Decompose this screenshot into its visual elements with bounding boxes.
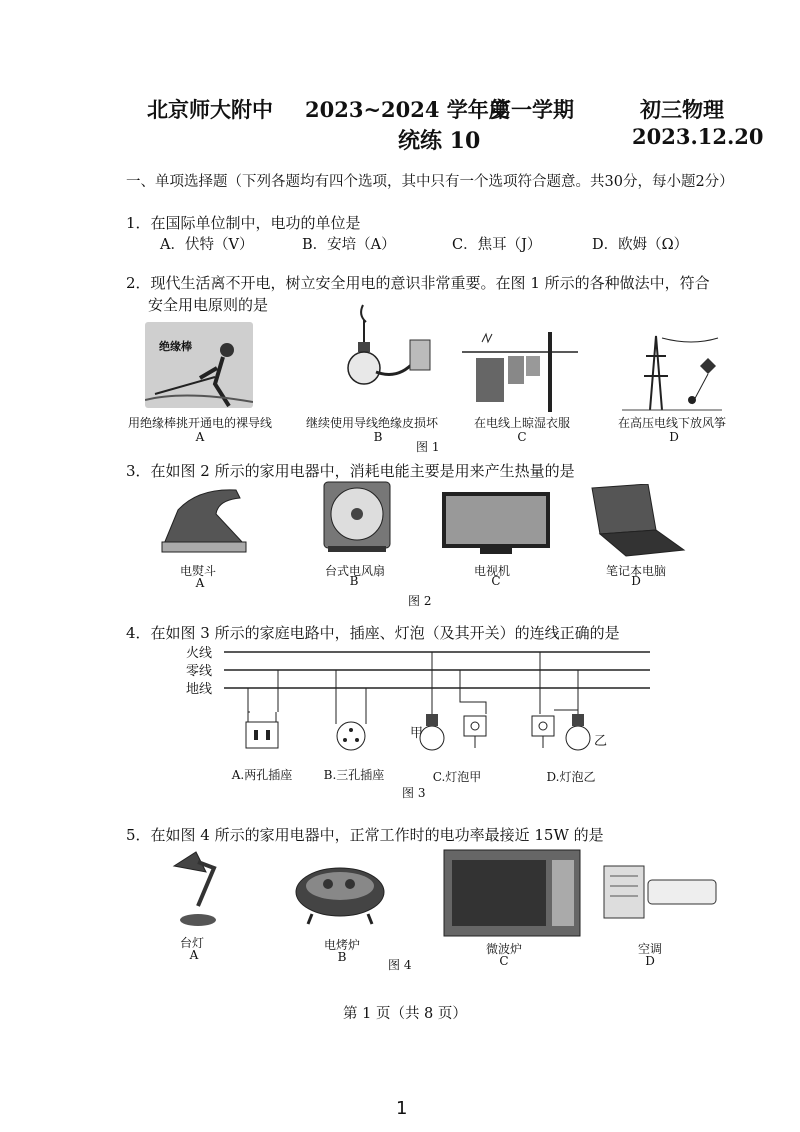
bulb-label-yi: 乙: [594, 734, 608, 749]
question-2-line2: 安全用电原则的是: [148, 296, 269, 314]
fig1-caption-d: 在高压电线下放风筝: [617, 416, 726, 430]
figure-3-label: 图 3: [402, 786, 426, 800]
page-counter: 第 1 页（共 8 页）: [343, 1006, 467, 1022]
figure-2-label: 图 2: [408, 594, 432, 608]
fig1-image-a: [145, 322, 253, 408]
electric-iron-icon: [158, 480, 248, 556]
laptop-icon: [586, 484, 686, 560]
fig3-caption-c: C.灯泡甲: [432, 770, 482, 784]
fig2-caption-d: 笔记本电脑: [605, 564, 666, 578]
insulating-rod-label: 绝缘棒: [159, 340, 192, 353]
wire-label-live: 火线: [186, 646, 213, 661]
fig4-letter-b: B: [337, 950, 347, 964]
question-2-line1: 2．现代生活离不开电，树立安全用电的意识非常重要。在图 1 所示的各种做法中，符合: [126, 274, 710, 292]
fig4-caption-a: 台灯: [179, 936, 204, 950]
fig1-caption-b: 继续使用导线绝缘皮损坏: [305, 416, 438, 430]
fig2-caption-b: 台式电风扇: [324, 564, 385, 578]
fig2-letter-b: B: [349, 574, 359, 588]
school-name: 北京师大附中: [147, 97, 273, 122]
page-number: 1: [396, 1098, 408, 1119]
fig4-letter-c: C: [499, 954, 509, 968]
exam-title: 统练 10: [398, 128, 481, 154]
fig3-caption-a: A.两孔插座: [231, 768, 293, 782]
man-with-rod-icon: [145, 322, 253, 408]
fig4-letter-d: D: [645, 954, 655, 968]
fig3-caption-d: D.灯泡乙: [546, 770, 596, 784]
fig2-caption-a: 电熨斗: [179, 564, 216, 578]
clothes-on-wire-icon: [462, 330, 578, 412]
subject: 初三物理: [640, 97, 724, 122]
fig2-letter-c: C: [491, 574, 501, 588]
figure-1-label: 图 1: [416, 440, 440, 454]
fig1-letter-b: B: [373, 430, 383, 444]
fig1-letter-a: A: [195, 430, 205, 444]
desk-lamp-icon: [168, 848, 224, 932]
fig4-letter-a: A: [189, 948, 199, 962]
bulb-label-jia: 甲: [410, 726, 424, 741]
q1-option-c: C．焦耳（J）: [452, 237, 542, 253]
school-year: 2023~2024 学年度: [305, 97, 510, 122]
fig2-letter-a: A: [195, 576, 205, 590]
question-5: 5．在如图 4 所示的家用电器中，正常工作时的电功率最接近 15W 的是: [126, 826, 604, 844]
q1-option-a: A．伏特（V）: [160, 237, 254, 253]
term: 第一学期: [490, 97, 574, 122]
desk-fan-icon: [320, 478, 396, 558]
household-circuit-diagram: [220, 640, 660, 770]
damaged-wire-bulb-icon: [318, 300, 438, 410]
question-4: 4．在如图 3 所示的家庭电路中，插座、灯泡（及其开关）的连线正确的是: [126, 624, 620, 642]
fig3-caption-b: B.三孔插座: [323, 768, 385, 782]
figure-4-label: 图 4: [388, 958, 412, 972]
wire-label-neutral: 零线: [186, 664, 213, 679]
question-1: 1．在国际单位制中，电功的单位是: [126, 214, 361, 232]
fig4-caption-c: 微波炉: [485, 942, 522, 956]
fig1-caption-c: 在电线上晾湿衣服: [473, 416, 570, 430]
q1-option-d: D．欧姆（Ω）: [592, 237, 689, 253]
air-conditioner-icon: [602, 862, 718, 922]
fig1-letter-d: D: [669, 430, 679, 444]
fig2-letter-d: D: [631, 574, 641, 588]
kite-under-power-line-icon: [622, 326, 722, 412]
fig1-letter-c: C: [517, 430, 527, 444]
q1-option-b: B．安培（A）: [302, 237, 396, 253]
wire-label-ground: 地线: [186, 682, 213, 697]
electric-grill-icon: [292, 858, 388, 928]
exam-date: 2023.12.20: [632, 124, 764, 149]
fig1-caption-a: 用绝缘棒挑开通电的裸导线: [127, 416, 272, 430]
question-3: 3．在如图 2 所示的家用电器中，消耗电能主要是用来产生热量的是: [126, 462, 575, 480]
fig4-caption-d: 空调: [637, 942, 662, 956]
fig2-caption-c: 电视机: [473, 564, 510, 578]
microwave-icon: [442, 848, 582, 938]
fig4-caption-b: 电烤炉: [323, 938, 360, 952]
section-heading: 一、单项选择题（下列各题均有四个选项，其中只有一个选项符合题意。共30分，每小题2分）: [126, 174, 734, 190]
television-icon: [440, 490, 552, 560]
